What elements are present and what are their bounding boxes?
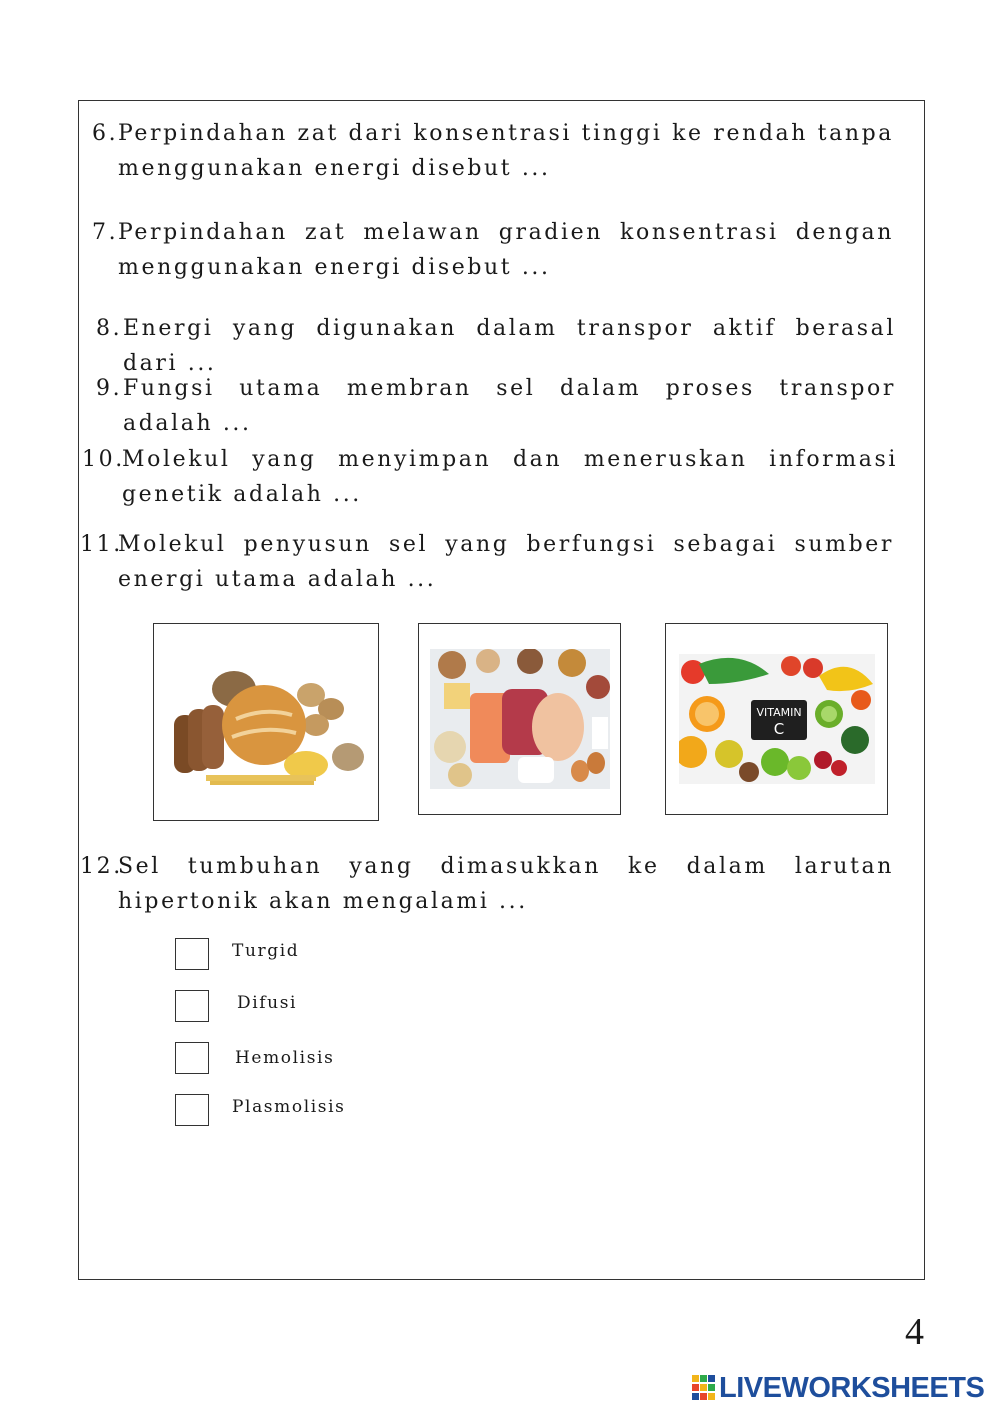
brand-wordmark: LIVEWORKSHEETS	[719, 1371, 985, 1404]
option-label: Plasmolisis	[232, 1097, 346, 1117]
vitamin-c-foods-image[interactable]	[665, 623, 888, 815]
liveworksheets-brand[interactable]	[692, 1372, 984, 1404]
question-11	[80, 527, 894, 597]
question-number: 12.	[80, 854, 123, 879]
option-checkbox[interactable]	[175, 990, 209, 1022]
option-checkbox[interactable]	[175, 1094, 209, 1126]
question-text: Molekul yang menyimpan dan meneruskan informasi genetik adalah ...	[122, 447, 898, 507]
question-10	[82, 442, 898, 512]
fruits-vegetables-icon	[679, 654, 875, 784]
protein-foods-image[interactable]	[418, 623, 621, 815]
question-number: 7.	[92, 220, 119, 245]
question-text: Molekul penyusun sel yang berfungsi sebagai sumber energi utama adalah ...	[118, 532, 894, 592]
question-9	[96, 371, 896, 441]
question-number: 10.	[82, 447, 125, 472]
meat-fish-eggs-icon	[430, 649, 610, 789]
liveworksheets-logo-icon	[692, 1375, 716, 1401]
question-number: 6.	[92, 121, 119, 146]
option-label: Hemolisis	[235, 1048, 335, 1068]
question-text: Sel tumbuhan yang dimasukkan ke dalam larutan hipertonik akan mengalami ...	[118, 854, 894, 914]
carbohydrate-foods-image[interactable]	[153, 623, 379, 821]
question-text: Perpindahan zat melawan gradien konsentrasi dengan menggunakan energi disebut ...	[118, 220, 894, 280]
question-number: 11.	[80, 532, 123, 557]
option-label: Difusi	[237, 993, 298, 1013]
option-checkbox[interactable]	[175, 1042, 209, 1074]
question-7	[92, 215, 894, 285]
vitamin-letter: C	[773, 720, 784, 738]
question-text: Fungsi utama membran sel dalam proses transpor adalah ...	[123, 376, 896, 436]
option-label: Turgid	[232, 941, 300, 961]
question-text: Energi yang digunakan dalam transpor aktif berasal dari ...	[123, 316, 896, 376]
page-number: 4	[905, 1311, 924, 1353]
option-checkbox[interactable]	[175, 938, 209, 970]
question-number: 9.	[96, 376, 123, 401]
question-12	[80, 849, 894, 919]
question-text: Perpindahan zat dari konsentrasi tinggi ke rendah tanpa menggunakan energi disebut ...	[118, 121, 894, 181]
question-6	[92, 116, 894, 186]
question-number: 8.	[96, 316, 123, 341]
vitamin-label: VITAMIN	[755, 706, 802, 719]
bread-grains-icon	[166, 647, 366, 797]
